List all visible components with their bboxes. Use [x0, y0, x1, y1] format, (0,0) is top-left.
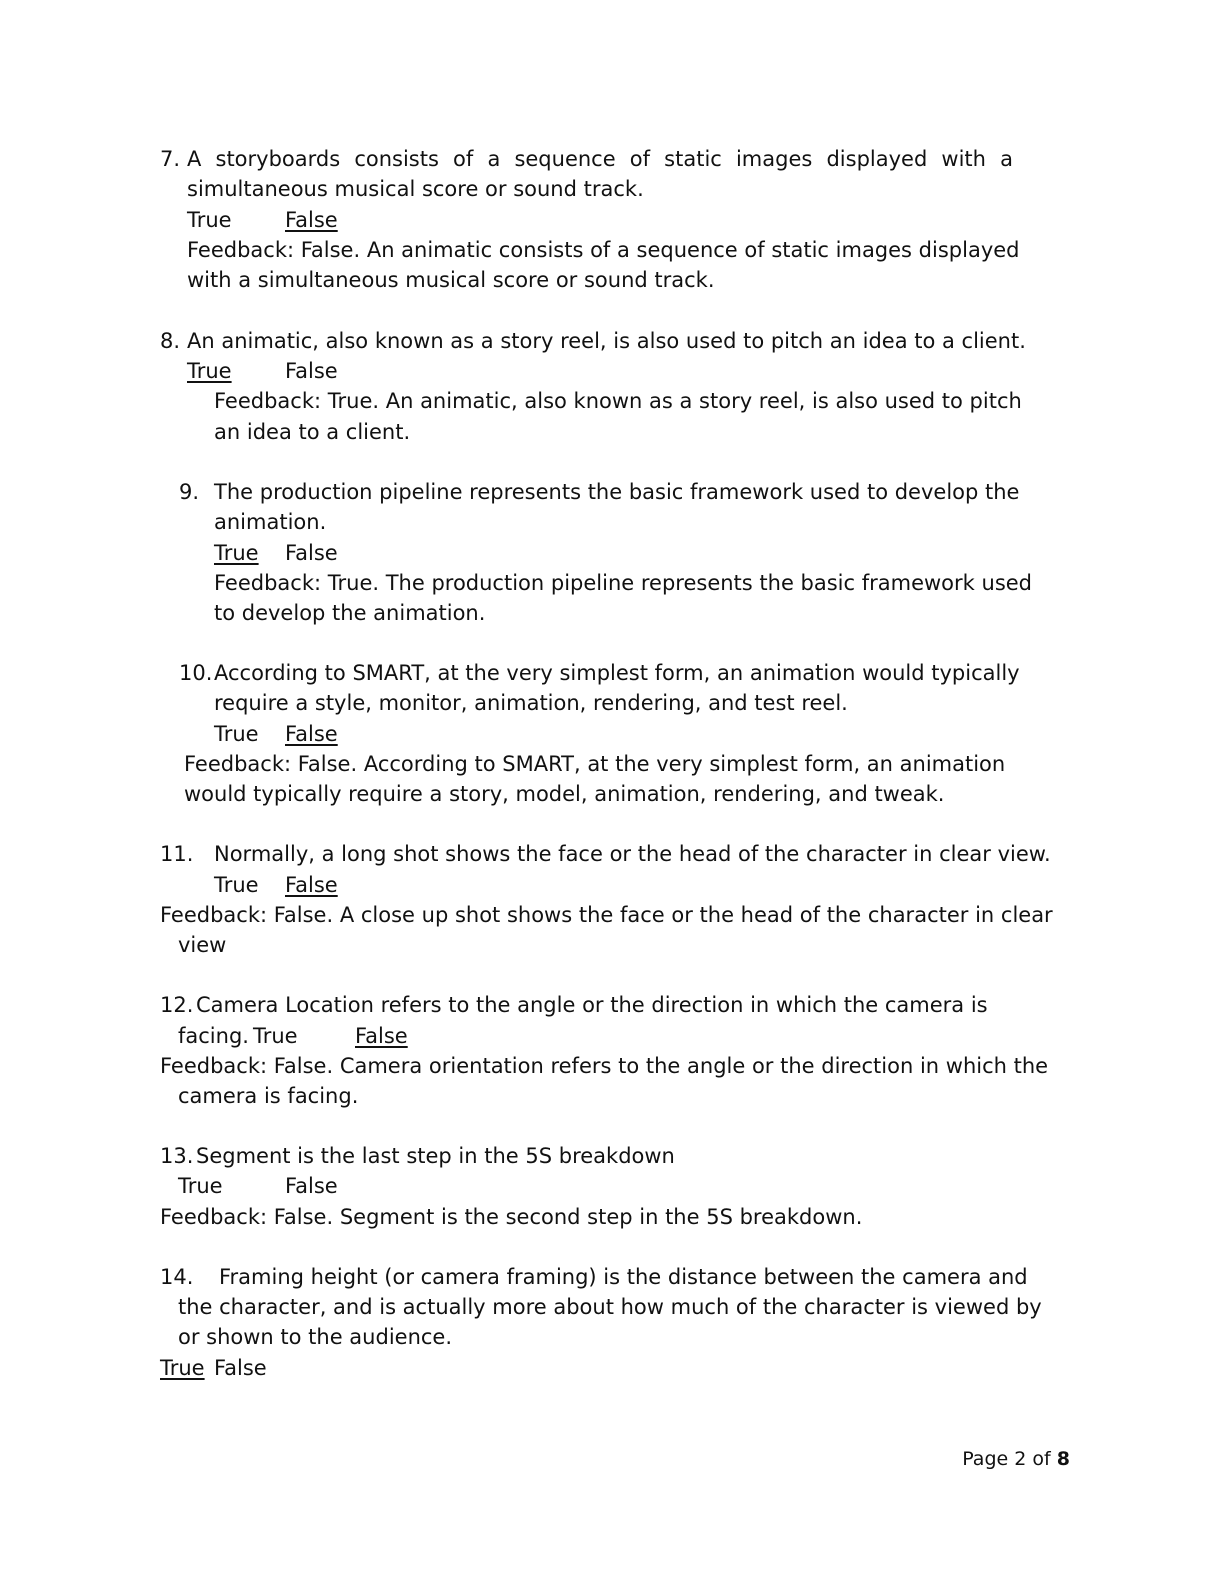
question-7-text-line-2: simultaneous musical score or sound track. [187, 177, 644, 201]
question-9-false-option: False [285, 541, 338, 565]
question-8-number: 8. [160, 329, 181, 353]
question-13-true-option: True [178, 1174, 223, 1198]
question-9-feedback-line-2: to develop the animation. [214, 601, 486, 625]
question-12-feedback-line-1: Feedback: False. Camera orientation refers to the angle or the direction in which the [160, 1054, 1049, 1078]
question-12-text-line-1: Camera Location refers to the angle or the direction in which the camera is [196, 993, 988, 1017]
page-label: Page [962, 1448, 1009, 1470]
page-total: 8 [1056, 1448, 1070, 1470]
question-8-true-option-selected: True [187, 359, 232, 383]
question-8-feedback-line-1: Feedback: True. An animatic, also known as a story reel, is also used to pitch [214, 389, 1022, 413]
question-8-feedback-line-2: an idea to a client. [214, 420, 411, 444]
question-7-true-option: True [187, 208, 232, 232]
question-7-feedback-line-2: with a simultaneous musical score or sound track. [187, 268, 715, 292]
page-of-label: of [1032, 1448, 1051, 1470]
question-14-true-option-selected: True [160, 1356, 205, 1380]
question-13-false-option: False [285, 1174, 338, 1198]
question-11-feedback-line-1: Feedback: False. A close up shot shows the face or the head of the character in clear [160, 903, 1053, 927]
question-9-feedback-line-1: Feedback: True. The production pipeline represents the basic framework used [214, 571, 1033, 595]
question-13-feedback-line-1: Feedback: False. Segment is the second step in the 5S breakdown. [160, 1205, 863, 1229]
question-14-text-line-2: the character, and is actually more about how much of the character is viewed by [178, 1295, 1042, 1319]
question-12-feedback-line-2: camera is facing. [178, 1084, 359, 1108]
question-14-false-option: False [214, 1356, 267, 1380]
question-9-number: 9. [179, 480, 200, 504]
question-10-feedback-line-1: Feedback: False. According to SMART, at the very simplest form, an animation [184, 752, 1006, 776]
question-11-false-option-selected: False [285, 873, 338, 897]
question-12-true-option: True [253, 1024, 298, 1048]
question-10-text-line-1: According to SMART, at the very simplest form, an animation would typically [214, 661, 1020, 685]
question-10-true-option: True [214, 722, 259, 746]
question-13-number: 13. [160, 1144, 194, 1168]
question-7-number: 7. [160, 147, 181, 171]
question-13-text-line-1: Segment is the last step in the 5S breakdown [196, 1144, 675, 1168]
question-7-feedback-line-1: Feedback: False. An animatic consists of a sequence of static images displayed [187, 238, 1020, 262]
page-current: 2 [1014, 1448, 1027, 1470]
question-10-false-option-selected: False [285, 722, 338, 746]
question-10-number: 10. [179, 661, 213, 685]
question-7-text-line-1: A storyboards consists of a sequence of static images displayed with a [187, 147, 1013, 171]
question-14-text-line-1: Framing height (or camera framing) is the distance between the camera and [219, 1265, 1028, 1289]
question-10-text-line-2: require a style, monitor, animation, rendering, and test reel. [214, 691, 848, 715]
question-14-number: 14. [160, 1265, 194, 1289]
question-12-text-line-2: facing. [178, 1024, 249, 1048]
question-10-feedback-line-2: would typically require a story, model, animation, rendering, and tweak. [184, 782, 945, 806]
question-11-true-option: True [214, 873, 259, 897]
question-7-false-option-selected: False [285, 208, 338, 232]
page-number-footer [962, 1444, 1070, 1474]
question-9-true-option-selected: True [214, 541, 259, 565]
question-8-false-option: False [285, 359, 338, 383]
question-12-false-option-selected: False [355, 1024, 408, 1048]
question-11-number: 11. [160, 842, 194, 866]
question-11-text-line-1: Normally, a long shot shows the face or the head of the character in clear view. [214, 842, 1051, 866]
question-9-text-line-2: animation. [214, 510, 327, 534]
question-14-text-line-3: or shown to the audience. [178, 1325, 453, 1349]
question-11-feedback-line-2: view [178, 933, 227, 957]
question-9-text-line-1: The production pipeline represents the basic framework used to develop the [214, 480, 1020, 504]
question-12-number: 12. [160, 993, 194, 1017]
question-8-text-line-1: An animatic, also known as a story reel, is also used to pitch an idea to a client. [187, 329, 1026, 353]
